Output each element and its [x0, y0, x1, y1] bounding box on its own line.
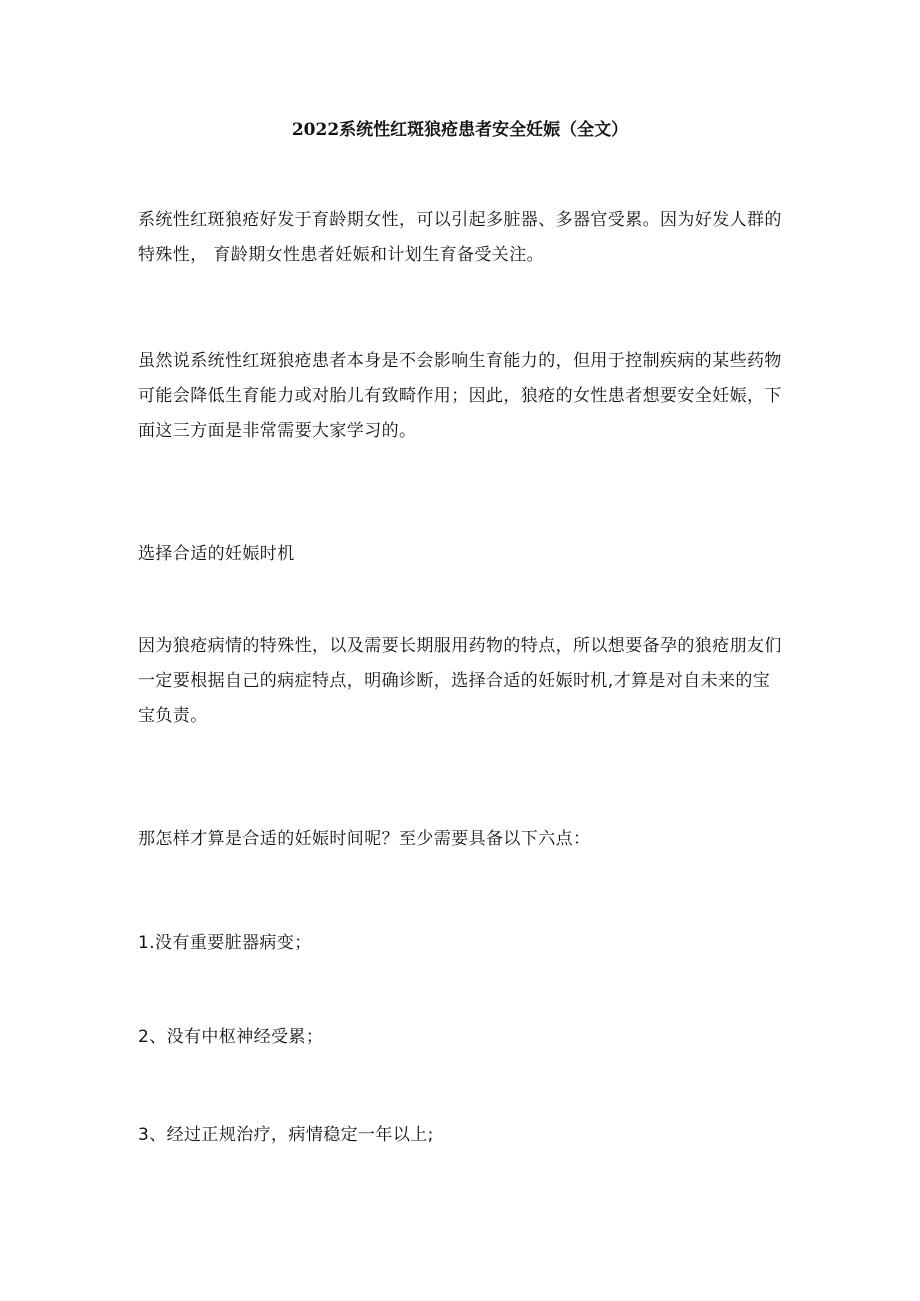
list-item-criterion-1: 1.没有重要脏器病变； [138, 933, 312, 953]
paragraph-criteria-intro: 那怎样才算是合适的妊娠时间呢？至少需要具备以下六点： [138, 829, 591, 849]
paragraph-timing: 因为狼疮病情的特殊性，以及需要长期服用药物的特点，所以想要备孕的狼疮朋友们一定要根据自己的病症特点，明确诊断，选择合适的妊娠时机,才算是对自未来的宝宝负责。 [138, 636, 782, 726]
section-heading-timing: 选择合适的妊娠时机 [138, 544, 295, 564]
list-item-criterion-3: 3、经过正规治疗，病情稳定一年以上; [138, 1125, 434, 1145]
list-item-criterion-2: 2、没有中枢神经受累； [138, 1027, 324, 1047]
paragraph-intro: 系统性红斑狼疮好发于育龄期女性，可以引起多脏器、多器官受累。因为好发人群的特殊性， 育龄期女性患者妊娠和计划生育备受关注。 [138, 210, 782, 265]
paragraph-fertility: 虽然说系统性红斑狼疮患者本身是不会影响生育能力的，但用于控制疾病的某些药物可能会降低生育能力或对胎儿有致畸作用；因此，狼疮的女性患者想要安全妊娠，下面这三方面是非常需要大家学习的。 [138, 351, 782, 441]
document-title: 2022系统性红斑狼疮患者安全妊娠（全文） [291, 120, 629, 140]
